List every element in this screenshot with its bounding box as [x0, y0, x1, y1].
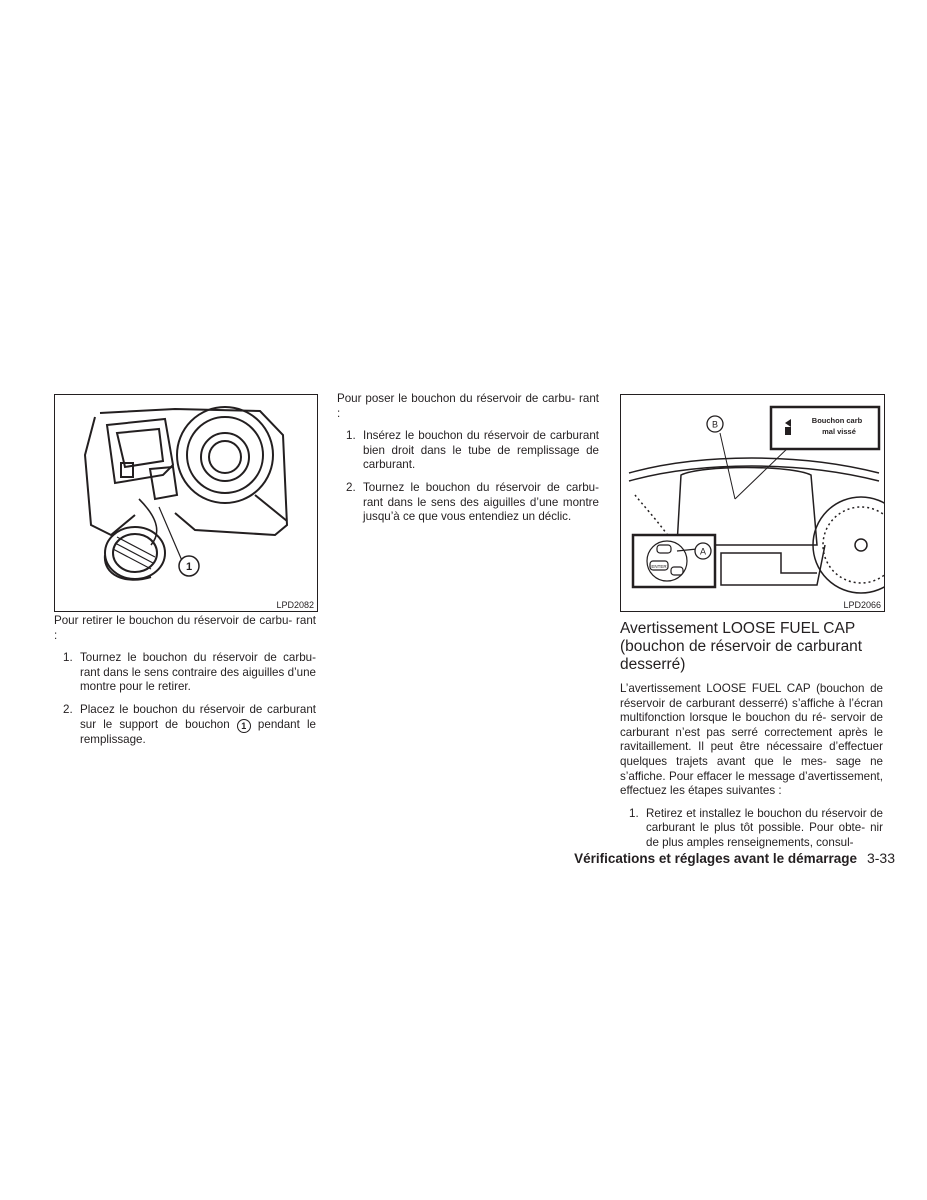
figure-code: LPD2082	[276, 600, 314, 610]
step-text: Insérez le bouchon du réservoir de carburant bien droit dans le tube de remplissage de carburant.	[363, 429, 599, 472]
step-text: Tournez le bouchon du réservoir de carbu- rant dans le sens des aiguilles d’une montre jusqu’à ce que vous entendiez un déclic.	[363, 480, 599, 524]
display-line-1: Bouchon carb	[811, 416, 863, 425]
step-number: 2.	[63, 702, 73, 716]
section-heading: Avertissement LOOSE FUEL CAP (bouchon de réservoir de carburant desserré)	[620, 620, 863, 673]
step-text: Retirez et installez le bouchon du réservoir de carburant le plus tôt possible. Pour obte- nir de plus amples renseignements, consul-	[646, 806, 883, 849]
callout-a: A	[699, 546, 707, 557]
figure-code: LPD2066	[843, 600, 881, 610]
section-body: L’avertissement LOOSE FUEL CAP (bouchon de réservoir de carburant desserré) s’affiche à l’écran multifonction lorsque le bouchon du ré- servoir de carburant n’est pas serré correctement après le ravitaillement. Il peut être nécessaire d’effectuer quelques trajets avant que le mes- sage ne s’affiche. Pour effacer le message d’avertissement, effectuez les étapes suivantes :	[620, 682, 883, 798]
callout-b: B	[711, 419, 719, 430]
instrument-cluster-figure	[620, 394, 885, 612]
enter-label: ENTER	[651, 564, 667, 569]
remove-intro: Pour retirer le bouchon du réservoir de carbu- rant :	[54, 614, 316, 642]
remove-steps	[54, 651, 316, 747]
step-number: 1.	[63, 651, 73, 665]
display-line-2: mal vissé	[822, 427, 856, 436]
list-item	[337, 481, 599, 525]
step-number: 1.	[629, 806, 639, 820]
callout-1: 1	[185, 561, 193, 573]
step-text-end: pendant le remplissage.	[80, 717, 316, 746]
list-item	[54, 703, 316, 747]
column-3	[620, 614, 883, 859]
step-text: Tournez le bouchon du réservoir de carbu- rant dans le sens contraire des aiguilles d’une montre pour le retirer.	[80, 651, 316, 694]
page-number: 3-33	[866, 850, 895, 866]
column-1	[54, 614, 316, 755]
column-2	[337, 392, 599, 533]
circled-1-icon: 1	[237, 719, 251, 733]
list-item	[337, 429, 599, 473]
fuel-cap-figure	[54, 394, 318, 612]
step-text: Placez le bouchon du réservoir de carburant sur le support de bouchon	[80, 702, 316, 731]
step-number: 2.	[346, 480, 356, 494]
chapter-title: Vérifications et réglages avant le démarrage	[574, 851, 857, 866]
list-item	[620, 807, 883, 851]
install-intro: Pour poser le bouchon du réservoir de carbu- rant :	[337, 392, 599, 420]
step-number: 1.	[346, 429, 356, 443]
list-item	[54, 651, 316, 695]
install-steps	[337, 429, 599, 525]
fuel-filler-illustration	[55, 395, 317, 611]
page-footer	[400, 850, 895, 867]
instrument-cluster-illustration	[621, 395, 884, 611]
clear-steps	[620, 807, 883, 851]
